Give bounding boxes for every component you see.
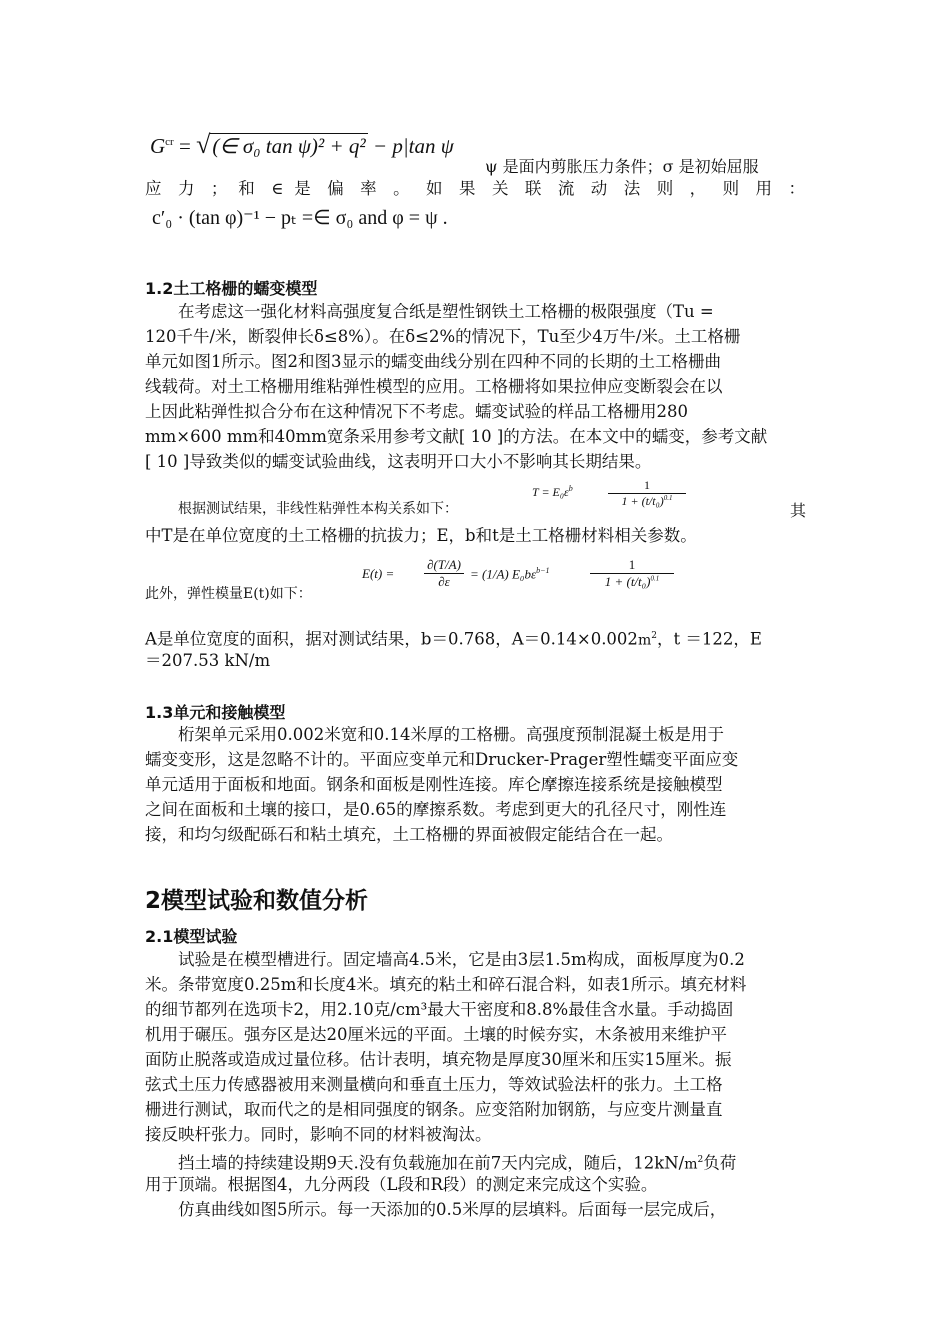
s21-line-3: 的细节都列在选项卡2，用2.10克/cm³最大干密度和8.8%最佳含水量。手动捣固 [145, 1000, 734, 1019]
s21-line-2: 米。条带宽度0.25m和长度4米。填充的粘土和碎石混合料，如表1所示。填充材料 [145, 975, 747, 994]
eq3-denominator: 1 + (t/t₀) [621, 494, 664, 508]
s12-line-4: 线载荷。对土工格栅用维粘弹性模型的应用。工格栅将如果拉伸应变断裂会在以 [145, 377, 723, 396]
s13-line-5: 接，和均匀级配砾石和粘土填充，土工格栅的界面被假定能结合在一起。 [145, 825, 673, 844]
intro-line-2: 应 力 ； 和 ∈ 是 偏 率 。 如 果 关 联 流 动 法 则 ， 则 用 ： [145, 179, 805, 198]
p2-line1-b: 负荷 [703, 1153, 737, 1173]
eq4-lhs: E(t) = [362, 566, 395, 581]
eq1-lhs-sup: cr [165, 136, 174, 148]
s12-line-7: [ 10 ]导致类似的蠕变试验曲线，这表明开口大小不影响其长期结果。 [145, 452, 652, 471]
eq1-lhs: G [150, 134, 166, 158]
eq1-radicand: (∈ σ₀ tan ψ)² + q² [212, 134, 366, 158]
equation-associated-flow: c′₀ · (tan φ)⁻¹ − pₜ =∈ σ₀ and φ = ψ . [152, 207, 448, 229]
p2-unit: m [684, 1156, 698, 1173]
p2-line1-a: 挡土墙的持续建设期9天.没有负载施加在前7天内完成，随后，12kN/ [178, 1153, 685, 1173]
test-result-text: 根据测试结果，非线性粘弹性本构关系如下： [178, 501, 458, 517]
param-line1-b: ，t ＝122，E [656, 629, 762, 649]
eq4-mid-sup: b−1 [536, 566, 550, 575]
section-1-3-heading: 1.3单元和接触模型 [145, 703, 286, 722]
qi-char: 其 [790, 501, 807, 520]
eq1-equals: = [178, 134, 191, 158]
eq4-frac2-den-sup: 0.1 [650, 574, 660, 583]
s12-line-1: 在考虑这一强化材料高强度复合纸是塑性钢铁土工格栅的极限强度（Tu = [178, 302, 714, 321]
s13-line-1: 桁架单元采用0.002米宽和0.14米厚的工格栅。高强度预制混凝土板是用于 [178, 725, 724, 744]
s12-line-2: 120千牛/米，断裂伸长δ≤8%）。在δ≤2%的情况下，Tu至少4万牛/米。土工格栅 [145, 327, 741, 346]
eq4-frac1-den: ∂ε [438, 574, 450, 589]
param-unit: m [637, 632, 652, 649]
eq3-den-sup: 0.1 [663, 494, 673, 502]
s12-line-3: 单元如图1所示。图2和图3显示的蠕变曲线分别在四种不同的长期的土工格栅曲 [145, 352, 721, 371]
section-2-1-heading: 2.1模型试验 [145, 927, 238, 946]
s12-line-6: mm×600 mm和40mm宽条采用参考文献[ 10 ]的方法。在本文中的蠕变，参考文献 [145, 427, 768, 446]
parameter-line-2: ＝207.53 kN/m [145, 651, 271, 670]
elastic-modulus-text: 此外，弹性模量E(t)如下： [145, 586, 312, 602]
section-2-heading: 2模型试验和数值分析 [145, 888, 369, 914]
s21-line-1: 试验是在模型槽进行。固定墙高4.5米，它是由3层1.5m构成，面板厚度为0.2 [178, 950, 745, 969]
equation-yield-function: $G^{cr}$ = √(∈ σ₀ tan ψ)² + q² − p|tan ψ [150, 130, 454, 159]
intro-line-1-tail: ψ 是面内剪胀压力条件；σ 是初始屈服 [485, 157, 759, 176]
eq4-frac1-num: ∂(T/A) [424, 557, 464, 574]
param-line1-a: A是单位宽度的面积，据对测试结果，b＝0.768，A＝0.14×0.002 [145, 629, 638, 649]
s21-line-8: 接反映杆张力。同时，影响不同的材料被淘汰。 [145, 1125, 492, 1144]
s13-line-4: 之间在面板和土壤的接口，是0.65的摩擦系数。考虑到更大的孔径尺寸，刚性连 [145, 800, 727, 819]
s21-line-6: 弦式土压力传感器被用来测量横向和垂直土压力，等效试验法杆的张力。土工格 [145, 1075, 723, 1094]
eq4-mid: = (1/A) E₀bε [470, 566, 537, 582]
equation-elastic-modulus [362, 557, 692, 597]
s21-line-5: 面防止脱落或造成过量位移。估计表明，填充物是厚度30厘米和压实15厘米。振 [145, 1050, 732, 1069]
s13-line-3: 单元适用于面板和地面。钢条和面板是刚性连接。库仑摩擦连接系统是接触模型 [145, 775, 723, 794]
s12-line-5: 上因此粘弹性拟合分布在这种情况下不考虑。蠕变试验的样品工格栅用280 [145, 402, 688, 421]
eq3-numerator: 1 [608, 478, 686, 494]
variable-meaning-line: 中T是在单位宽度的土工格栅的抗拔力；E，b和t是土工格栅材料相关参数。 [145, 526, 697, 545]
s13-line-2: 蠕变变形，这是忽略不计的。平面应变单元和Drucker-Prager塑性蠕变平面应变 [145, 750, 739, 769]
eq4-frac2-den: 1 + (t/t₀) [604, 574, 651, 589]
s21-p3-line-1: 仿真曲线如图5所示。每一天添加的0.5米厚的层填料。后面每一层完成后， [178, 1200, 727, 1219]
p2-unit-sup: 2 [697, 1155, 704, 1165]
section-1-2-heading: 1.2土工格栅的蠕变模型 [145, 279, 318, 298]
eq1-tail: − p|tan ψ [372, 134, 454, 158]
s21-p2-line-2: 用于顶端。根据图4，九分两段（L段和R段）的测定来完成这个实验。 [145, 1175, 658, 1194]
param-unit-sup: 2 [651, 631, 657, 641]
s21-line-4: 机用于碾压。强夯区是达20厘米远的平面。土壤的时候夯实，木条被用来维护平 [145, 1025, 727, 1044]
eq3-lhs: T = E₀ε [532, 485, 569, 499]
s21-line-7: 栅进行测试，取而代之的是相同强度的钢条。应变箔附加钢筋，与应变片测量直 [145, 1100, 723, 1119]
eq3-sup: b [568, 484, 573, 493]
eq4-frac2-num: 1 [590, 557, 674, 574]
